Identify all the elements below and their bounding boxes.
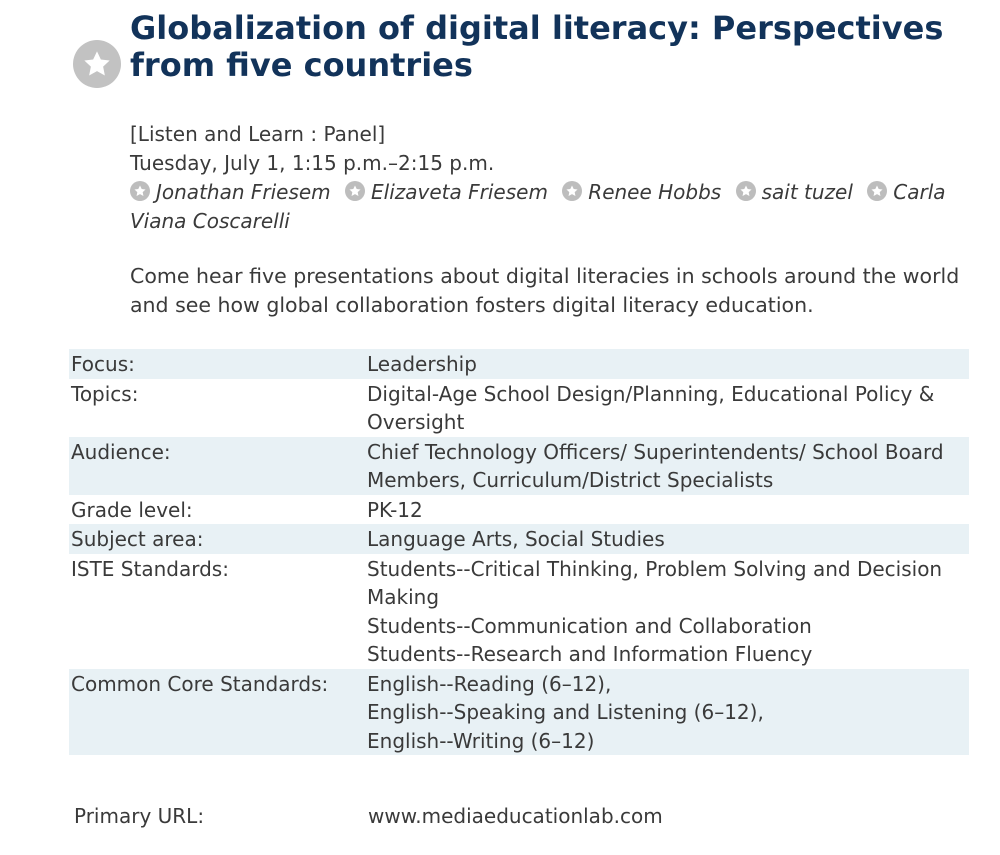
primary-url-row [74, 802, 663, 830]
primary-url-label: Primary URL: [74, 804, 205, 828]
session-meta [130, 120, 980, 236]
session-type: [Listen and Learn : Panel] [130, 122, 386, 146]
presenter-name[interactable]: Jonathan Friesem [156, 180, 331, 204]
detail-value [365, 495, 969, 525]
primary-url-link[interactable]: www.mediaeducationlab.com [368, 804, 663, 828]
detail-label: Subject area: [69, 524, 365, 554]
presenter-name[interactable]: Carla Viana Coscarelli [130, 180, 946, 233]
session-title: Globalization of digital literacy: Perspectives from five countries [130, 9, 944, 84]
detail-value-line: English--Reading (6–12), [367, 671, 612, 696]
session-datetime: Tuesday, July 1, 1:15 p.m.–2:15 p.m. [130, 151, 495, 175]
star-icon [81, 48, 113, 80]
session-description: Come hear five presentations about digital literacies in schools around the world and see how global collaboration fosters digital literacy education. [130, 264, 960, 317]
star-icon [130, 181, 150, 201]
star-icon [867, 181, 887, 201]
detail-row [69, 379, 969, 437]
detail-label: ISTE Standards: [71, 556, 229, 581]
detail-row [69, 495, 969, 525]
presenter-list [130, 178, 980, 236]
detail-row [69, 524, 969, 554]
detail-value-line: English--Speaking and Listening (6–12), [367, 700, 764, 724]
detail-value [365, 554, 969, 669]
detail-label: Common Core Standards: [69, 669, 365, 756]
detail-row [69, 669, 969, 756]
detail-value-line: Leadership [367, 352, 477, 376]
detail-row [69, 437, 969, 495]
detail-value [365, 669, 969, 756]
session-details-table [69, 349, 969, 755]
star-icon [736, 181, 756, 201]
detail-value [365, 379, 969, 437]
detail-value [365, 349, 969, 379]
detail-value-line: Students--Critical Thinking, Problem Solving and Decision Making [367, 556, 943, 609]
star-icon [345, 181, 365, 201]
detail-label: Audience: [69, 437, 365, 495]
detail-row [69, 554, 969, 669]
presenter-name[interactable]: Renee Hobbs [588, 180, 722, 204]
detail-value-line: Language Arts, Social Studies [367, 527, 665, 551]
detail-label: Focus: [69, 349, 365, 379]
detail-value-line: PK-12 [367, 497, 423, 522]
detail-label: Topics: [71, 381, 139, 406]
presenter-name[interactable]: Elizaveta Friesem [371, 180, 548, 204]
presenter-name[interactable]: sait tuzel [761, 180, 853, 204]
detail-value [365, 437, 969, 495]
detail-row [69, 349, 969, 379]
detail-value-line: English--Writing (6–12) [367, 728, 595, 753]
detail-label: Grade level: [71, 497, 193, 522]
detail-value-line: Digital-Age School Design/Planning, Educational Policy & Oversight [367, 381, 935, 434]
star-icon [562, 181, 582, 201]
detail-value-line: Students--Communication and Collaboration [367, 613, 812, 638]
detail-value [365, 524, 969, 554]
favorite-star-icon[interactable] [73, 40, 121, 88]
detail-value-line: Chief Technology Officers/ Superintendents/ School Board Members, Curriculum/District Specialists [367, 439, 944, 492]
detail-value-line: Students--Research and Information Fluency [367, 642, 813, 666]
